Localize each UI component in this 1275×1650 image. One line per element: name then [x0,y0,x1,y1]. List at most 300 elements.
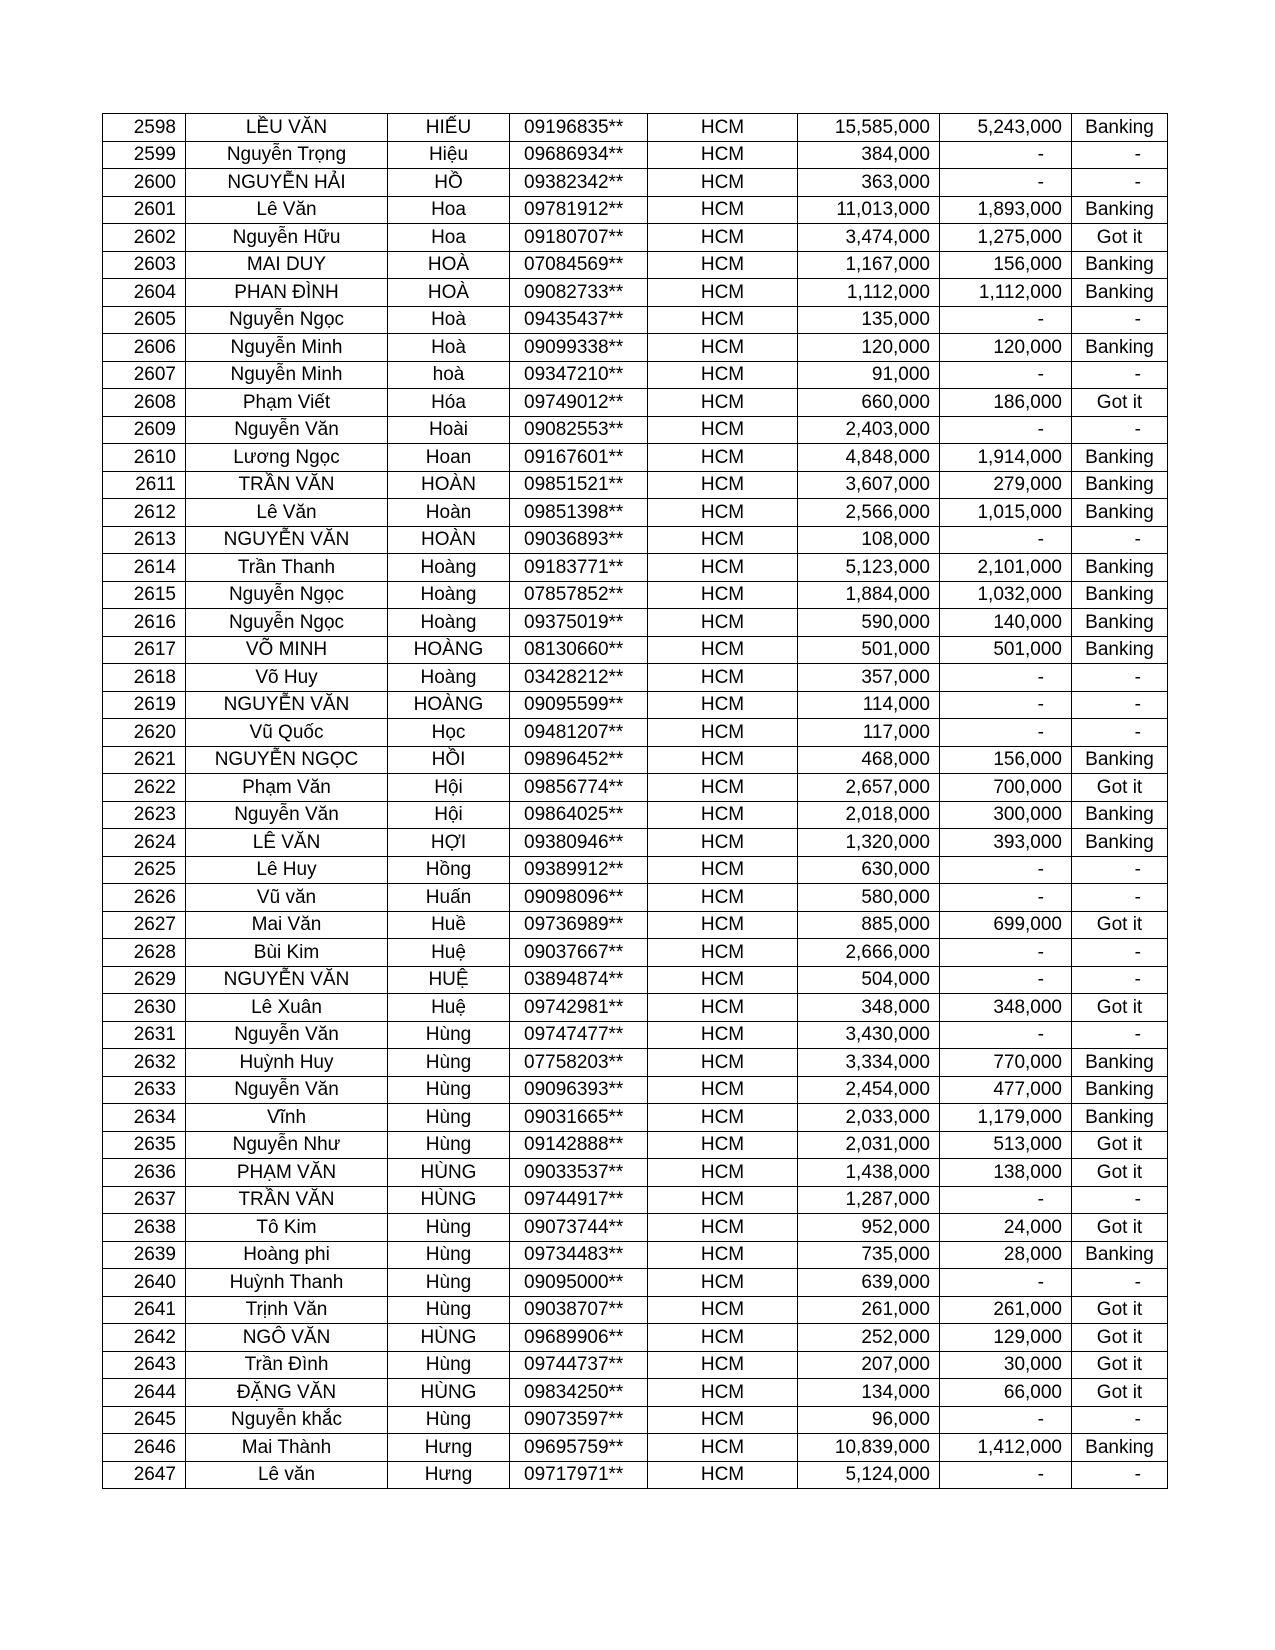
phone-number-cell: 09082553** [510,416,648,444]
row-number-cell: 2608 [103,389,186,417]
amount-cell: 10,839,000 [798,1434,940,1462]
row-number-cell: 2643 [103,1351,186,1379]
phone-number-cell: 09749012** [510,389,648,417]
payment-method-cell: Banking [1072,746,1168,774]
amount-cell: 1,112,000 [798,279,940,307]
first-name-cell: Hiệu [388,141,510,169]
first-name-cell: HÙNG [388,1379,510,1407]
row-number-cell: 2610 [103,444,186,472]
row-number-cell: 2604 [103,279,186,307]
payment-method-cell: Got it [1072,1379,1168,1407]
city-cell: HCM [648,1434,798,1462]
payment-method-cell: Banking [1072,1076,1168,1104]
row-number-cell: 2625 [103,856,186,884]
city-cell: HCM [648,1241,798,1269]
amount-cell: 4,848,000 [798,444,940,472]
last-middle-name-cell: Huỳnh Thanh [186,1269,388,1297]
payment-method-cell: - [1072,361,1168,389]
first-name-cell: Hoàn [388,499,510,527]
last-middle-name-cell: Bùi Kim [186,939,388,967]
amount-cell: 885,000 [798,911,940,939]
city-cell: HCM [648,196,798,224]
city-cell: HCM [648,1049,798,1077]
paid-amount-cell: - [940,306,1072,334]
payment-method-cell: Got it [1072,1159,1168,1187]
row-number-cell: 2605 [103,306,186,334]
last-middle-name-cell: Vũ Quốc [186,719,388,747]
amount-cell: 1,167,000 [798,251,940,279]
amount-cell: 357,000 [798,664,940,692]
last-middle-name-cell: TRẦN VĂN [186,471,388,499]
table-row [103,526,1168,554]
last-middle-name-cell: Trần Thanh [186,554,388,582]
amount-cell: 135,000 [798,306,940,334]
table-row [103,1104,1168,1132]
last-middle-name-cell: Nguyễn khắc [186,1406,388,1434]
paid-amount-cell: 2,101,000 [940,554,1072,582]
city-cell: HCM [648,1131,798,1159]
payment-method-cell: Banking [1072,1049,1168,1077]
table-row [103,196,1168,224]
first-name-cell: Huệ [388,939,510,967]
table-row [103,1406,1168,1434]
city-cell: HCM [648,1406,798,1434]
amount-cell: 3,607,000 [798,471,940,499]
first-name-cell: Hùng [388,1131,510,1159]
last-middle-name-cell: Nguyễn Minh [186,334,388,362]
phone-number-cell: 09033537** [510,1159,648,1187]
amount-cell: 261,000 [798,1296,940,1324]
paid-amount-cell: - [940,1461,1072,1489]
payment-method-cell: Banking [1072,251,1168,279]
row-number-cell: 2631 [103,1021,186,1049]
last-middle-name-cell: LỀU VĂN [186,114,388,142]
row-number-cell: 2622 [103,774,186,802]
amount-cell: 952,000 [798,1214,940,1242]
amount-cell: 1,438,000 [798,1159,940,1187]
city-cell: HCM [648,746,798,774]
row-number-cell: 2630 [103,994,186,1022]
phone-number-cell: 09073597** [510,1406,648,1434]
city-cell: HCM [648,1269,798,1297]
paid-amount-cell: - [940,856,1072,884]
amount-cell: 2,454,000 [798,1076,940,1104]
city-cell: HCM [648,471,798,499]
row-number-cell: 2617 [103,636,186,664]
city-cell: HCM [648,691,798,719]
city-cell: HCM [648,251,798,279]
last-middle-name-cell: PHẠM VĂN [186,1159,388,1187]
phone-number-cell: 09747477** [510,1021,648,1049]
first-name-cell: Hùng [388,1104,510,1132]
phone-number-cell: 09686934** [510,141,648,169]
amount-cell: 3,474,000 [798,224,940,252]
row-number-cell: 2616 [103,609,186,637]
amount-cell: 735,000 [798,1241,940,1269]
payment-method-cell: - [1072,691,1168,719]
amount-cell: 468,000 [798,746,940,774]
amount-cell: 15,585,000 [798,114,940,142]
amount-cell: 108,000 [798,526,940,554]
first-name-cell: Hoa [388,196,510,224]
row-number-cell: 2602 [103,224,186,252]
city-cell: HCM [648,636,798,664]
first-name-cell: HOÀ [388,251,510,279]
first-name-cell: HOÀ [388,279,510,307]
payment-method-cell: - [1072,169,1168,197]
first-name-cell: Hóa [388,389,510,417]
city-cell: HCM [648,609,798,637]
paid-amount-cell: 699,000 [940,911,1072,939]
last-middle-name-cell: Vĩnh [186,1104,388,1132]
table-row [103,1241,1168,1269]
table-row [103,1214,1168,1242]
table-row [103,856,1168,884]
paid-amount-cell: 1,179,000 [940,1104,1072,1132]
payment-method-cell: Banking [1072,636,1168,664]
paid-amount-cell: 156,000 [940,251,1072,279]
first-name-cell: Hưng [388,1434,510,1462]
last-middle-name-cell: MAI DUY [186,251,388,279]
payment-method-cell: Banking [1072,1434,1168,1462]
city-cell: HCM [648,966,798,994]
payment-method-cell: Banking [1072,114,1168,142]
paid-amount-cell: 120,000 [940,334,1072,362]
phone-number-cell: 09142888** [510,1131,648,1159]
last-middle-name-cell: LÊ VĂN [186,829,388,857]
amount-cell: 2,666,000 [798,939,940,967]
paid-amount-cell: 700,000 [940,774,1072,802]
paid-amount-cell: 1,112,000 [940,279,1072,307]
table-row [103,471,1168,499]
table-row [103,636,1168,664]
row-number-cell: 2640 [103,1269,186,1297]
first-name-cell: Hồng [388,856,510,884]
first-name-cell: Hùng [388,1049,510,1077]
table-row [103,169,1168,197]
first-name-cell: Hùng [388,1406,510,1434]
first-name-cell: HUỆ [388,966,510,994]
phone-number-cell: 09382342** [510,169,648,197]
phone-number-cell: 09037667** [510,939,648,967]
paid-amount-cell: - [940,526,1072,554]
last-middle-name-cell: Mai Văn [186,911,388,939]
row-number-cell: 2627 [103,911,186,939]
row-number-cell: 2620 [103,719,186,747]
last-middle-name-cell: NGÔ VĂN [186,1324,388,1352]
phone-number-cell: 09095000** [510,1269,648,1297]
amount-cell: 384,000 [798,141,940,169]
table-row [103,444,1168,472]
last-middle-name-cell: NGUYỄN HẢI [186,169,388,197]
city-cell: HCM [648,1296,798,1324]
payment-method-cell: Got it [1072,911,1168,939]
amount-cell: 2,033,000 [798,1104,940,1132]
amount-cell: 2,657,000 [798,774,940,802]
city-cell: HCM [648,141,798,169]
paid-amount-cell: 5,243,000 [940,114,1072,142]
payment-method-cell: Got it [1072,389,1168,417]
phone-number-cell: 09196835** [510,114,648,142]
amount-cell: 504,000 [798,966,940,994]
payment-method-cell: Banking [1072,1104,1168,1132]
first-name-cell: Hoàng [388,609,510,637]
payment-method-cell: Got it [1072,1324,1168,1352]
table-row [103,664,1168,692]
phone-number-cell: 09098096** [510,884,648,912]
row-number-cell: 2607 [103,361,186,389]
first-name-cell: HOÀN [388,526,510,554]
city-cell: HCM [648,939,798,967]
last-middle-name-cell: TRẦN VĂN [186,1186,388,1214]
table-row [103,801,1168,829]
row-number-cell: 2612 [103,499,186,527]
phone-number-cell: 09864025** [510,801,648,829]
table-row [103,1186,1168,1214]
amount-cell: 91,000 [798,361,940,389]
phone-number-cell: 09095599** [510,691,648,719]
paid-amount-cell: - [940,1186,1072,1214]
first-name-cell: Hội [388,774,510,802]
amount-cell: 2,566,000 [798,499,940,527]
last-middle-name-cell: Nguyễn Như [186,1131,388,1159]
last-middle-name-cell: Lê Xuân [186,994,388,1022]
paid-amount-cell: 156,000 [940,746,1072,774]
paid-amount-cell: 477,000 [940,1076,1072,1104]
payment-method-cell: Banking [1072,609,1168,637]
table-row [103,1159,1168,1187]
paid-amount-cell: 186,000 [940,389,1072,417]
row-number-cell: 2606 [103,334,186,362]
payment-method-cell: Banking [1072,444,1168,472]
paid-amount-cell: - [940,141,1072,169]
last-middle-name-cell: Mai Thành [186,1434,388,1462]
payment-method-cell: Got it [1072,1296,1168,1324]
last-middle-name-cell: Nguyễn Văn [186,1076,388,1104]
table-row [103,609,1168,637]
amount-cell: 363,000 [798,169,940,197]
table-row [103,581,1168,609]
phone-number-cell: 07857852** [510,581,648,609]
paid-amount-cell: - [940,719,1072,747]
last-middle-name-cell: Nguyễn Trọng [186,141,388,169]
city-cell: HCM [648,664,798,692]
table-row [103,994,1168,1022]
payment-table [102,113,1168,1489]
payment-method-cell: Got it [1072,774,1168,802]
first-name-cell: HOÀN [388,471,510,499]
amount-cell: 96,000 [798,1406,940,1434]
last-middle-name-cell: Nguyễn Văn [186,1021,388,1049]
row-number-cell: 2599 [103,141,186,169]
city-cell: HCM [648,1351,798,1379]
phone-number-cell: 09856774** [510,774,648,802]
payment-method-cell: Banking [1072,829,1168,857]
paid-amount-cell: 138,000 [940,1159,1072,1187]
payment-method-cell: Got it [1072,1131,1168,1159]
table-row [103,389,1168,417]
paid-amount-cell: 770,000 [940,1049,1072,1077]
first-name-cell: Hùng [388,1296,510,1324]
last-middle-name-cell: Trịnh Văn [186,1296,388,1324]
row-number-cell: 2621 [103,746,186,774]
amount-cell: 11,013,000 [798,196,940,224]
phone-number-cell: 09183771** [510,554,648,582]
payment-method-cell: Banking [1072,554,1168,582]
city-cell: HCM [648,856,798,884]
paid-amount-cell: 1,275,000 [940,224,1072,252]
table-row [103,1021,1168,1049]
payment-method-cell: - [1072,856,1168,884]
phone-number-cell: 09851521** [510,471,648,499]
city-cell: HCM [648,581,798,609]
payment-method-cell: - [1072,719,1168,747]
first-name-cell: Hùng [388,1214,510,1242]
amount-cell: 2,018,000 [798,801,940,829]
city-cell: HCM [648,719,798,747]
row-number-cell: 2638 [103,1214,186,1242]
table-row [103,1324,1168,1352]
city-cell: HCM [648,224,798,252]
city-cell: HCM [648,884,798,912]
payment-method-cell: Banking [1072,801,1168,829]
table-row [103,911,1168,939]
table-row [103,499,1168,527]
city-cell: HCM [648,774,798,802]
table-row [103,829,1168,857]
first-name-cell: Hùng [388,1076,510,1104]
phone-number-cell: 07758203** [510,1049,648,1077]
first-name-cell: HOÀNG [388,691,510,719]
payment-method-cell: - [1072,664,1168,692]
row-number-cell: 2609 [103,416,186,444]
city-cell: HCM [648,554,798,582]
first-name-cell: HỢI [388,829,510,857]
first-name-cell: Hoàng [388,554,510,582]
table-row [103,939,1168,967]
payment-method-cell: Got it [1072,1214,1168,1242]
last-middle-name-cell: Hoàng phi [186,1241,388,1269]
amount-cell: 252,000 [798,1324,940,1352]
amount-cell: 207,000 [798,1351,940,1379]
phone-number-cell: 09744917** [510,1186,648,1214]
first-name-cell: Hùng [388,1021,510,1049]
paid-amount-cell: 30,000 [940,1351,1072,1379]
last-middle-name-cell: Tô Kim [186,1214,388,1242]
first-name-cell: Huệ [388,994,510,1022]
row-number-cell: 2618 [103,664,186,692]
city-cell: HCM [648,334,798,362]
phone-number-cell: 09038707** [510,1296,648,1324]
first-name-cell: Hoài [388,416,510,444]
phone-number-cell: 09695759** [510,1434,648,1462]
phone-number-cell: 08130660** [510,636,648,664]
first-name-cell: Hội [388,801,510,829]
first-name-cell: Hoa [388,224,510,252]
amount-cell: 2,403,000 [798,416,940,444]
phone-number-cell: 09073744** [510,1214,648,1242]
row-number-cell: 2635 [103,1131,186,1159]
table-row [103,1296,1168,1324]
row-number-cell: 2642 [103,1324,186,1352]
row-number-cell: 2645 [103,1406,186,1434]
first-name-cell: Hoàng [388,581,510,609]
amount-cell: 590,000 [798,609,940,637]
last-middle-name-cell: Nguyễn Hữu [186,224,388,252]
payment-method-cell: - [1072,526,1168,554]
amount-cell: 3,334,000 [798,1049,940,1077]
payment-method-cell: - [1072,966,1168,994]
city-cell: HCM [648,499,798,527]
paid-amount-cell: 261,000 [940,1296,1072,1324]
amount-cell: 1,287,000 [798,1186,940,1214]
city-cell: HCM [648,279,798,307]
row-number-cell: 2626 [103,884,186,912]
amount-cell: 5,123,000 [798,554,940,582]
row-number-cell: 2644 [103,1379,186,1407]
table-row [103,334,1168,362]
table-row [103,251,1168,279]
row-number-cell: 2646 [103,1434,186,1462]
first-name-cell: HOÀNG [388,636,510,664]
table-row [103,141,1168,169]
payment-method-cell: Banking [1072,1241,1168,1269]
amount-cell: 1,884,000 [798,581,940,609]
last-middle-name-cell: Nguyễn Minh [186,361,388,389]
first-name-cell: Học [388,719,510,747]
phone-number-cell: 09375019** [510,609,648,637]
phone-number-cell: 09096393** [510,1076,648,1104]
first-name-cell: HỒI [388,746,510,774]
table-row [103,966,1168,994]
paid-amount-cell: 24,000 [940,1214,1072,1242]
payment-method-cell: Banking [1072,499,1168,527]
table-row [103,691,1168,719]
payment-method-cell: - [1072,1461,1168,1489]
city-cell: HCM [648,1324,798,1352]
amount-cell: 580,000 [798,884,940,912]
first-name-cell: Hùng [388,1269,510,1297]
last-middle-name-cell: Nguyễn Ngọc [186,581,388,609]
last-middle-name-cell: Vũ văn [186,884,388,912]
paid-amount-cell: 501,000 [940,636,1072,664]
last-middle-name-cell: Trần Đình [186,1351,388,1379]
row-number-cell: 2598 [103,114,186,142]
row-number-cell: 2647 [103,1461,186,1489]
city-cell: HCM [648,361,798,389]
amount-cell: 120,000 [798,334,940,362]
amount-cell: 1,320,000 [798,829,940,857]
payment-method-cell: - [1072,416,1168,444]
paid-amount-cell: - [940,416,1072,444]
amount-cell: 134,000 [798,1379,940,1407]
paid-amount-cell: 66,000 [940,1379,1072,1407]
paid-amount-cell: 279,000 [940,471,1072,499]
city-cell: HCM [648,1461,798,1489]
row-number-cell: 2611 [103,471,186,499]
phone-number-cell: 09834250** [510,1379,648,1407]
amount-cell: 114,000 [798,691,940,719]
table-row [103,306,1168,334]
table-row [103,1351,1168,1379]
table-row [103,1269,1168,1297]
phone-number-cell: 09781912** [510,196,648,224]
first-name-cell: Hoà [388,306,510,334]
last-middle-name-cell: NGUYỄN NGỌC [186,746,388,774]
paid-amount-cell: - [940,664,1072,692]
phone-number-cell: 09031665** [510,1104,648,1132]
phone-number-cell: 09347210** [510,361,648,389]
